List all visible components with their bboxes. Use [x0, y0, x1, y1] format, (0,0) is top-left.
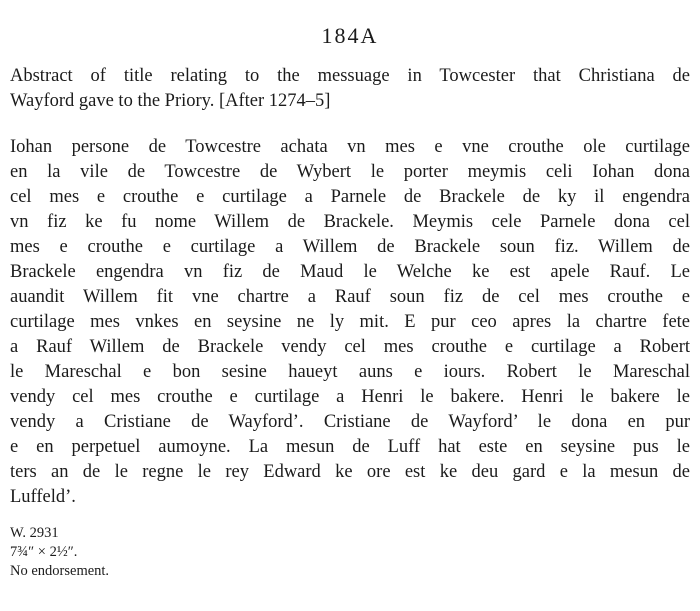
- body-line: mes e crouthe e curtilage a Willem de Brackele soun fiz. Willem de: [10, 237, 690, 257]
- entry-footer: [10, 524, 690, 581]
- body-line: en la vile de Towcestre de Wybert le porter meymis celi Iohan dona: [10, 162, 690, 182]
- body-line: ters an de le regne le rey Edward ke ore est ke deu gard e la mesun de: [10, 462, 690, 482]
- body-line: Luffeld’.: [10, 487, 76, 507]
- body-line: vn fiz ke fu nome Willem de Brackele. Meymis cele Parnele dona cel: [10, 212, 690, 232]
- abstract-line: Wayford gave to the Priory. [After 1274–5]: [10, 91, 331, 111]
- body-line: e en perpetuel aumoyne. La mesun de Luff hat este en seysine pus le: [10, 437, 690, 457]
- body-line: curtilage mes vnkes en seysine ne ly mit. E pur ceo apres la chartre fete: [10, 312, 690, 332]
- body-line: Iohan persone de Towcestre achata vn mes e vne crouthe ole curtilage: [10, 137, 690, 157]
- body-line: a Rauf Willem de Brackele vendy cel mes crouthe e curtilage a Robert: [10, 337, 690, 357]
- body-line: vendy cel mes crouthe e curtilage a Henri le bakere. Henri le bakere le: [10, 387, 690, 407]
- document-dimensions: 7¾″ × 2½″.: [10, 544, 78, 560]
- abstract-line: Abstract of title relating to the messuage in Towcester that Christiana de: [10, 66, 690, 86]
- body-line: le Mareschal e bon sesine haueyt auns e iours. Robert le Mareschal: [10, 362, 690, 382]
- body-line: Brackele engendra vn fiz de Maud le Welche ke est apele Rauf. Le: [10, 262, 690, 282]
- body-paragraph: [10, 135, 690, 510]
- body-line: vendy a Cristiane de Wayford’. Cristiane de Wayford’ le dona en pur: [10, 412, 690, 432]
- endorsement-note: No endorsement.: [10, 563, 110, 579]
- reference-number: W. 2931: [10, 525, 59, 541]
- body-line: auandit Willem fit vne chartre a Rauf soun fiz de cel mes crouthe e: [10, 287, 690, 307]
- abstract-paragraph: [10, 64, 690, 114]
- entry-number: 184A: [321, 23, 379, 48]
- body-line: cel mes e crouthe e curtilage a Parnele de Brackele de ky il engendra: [10, 187, 690, 207]
